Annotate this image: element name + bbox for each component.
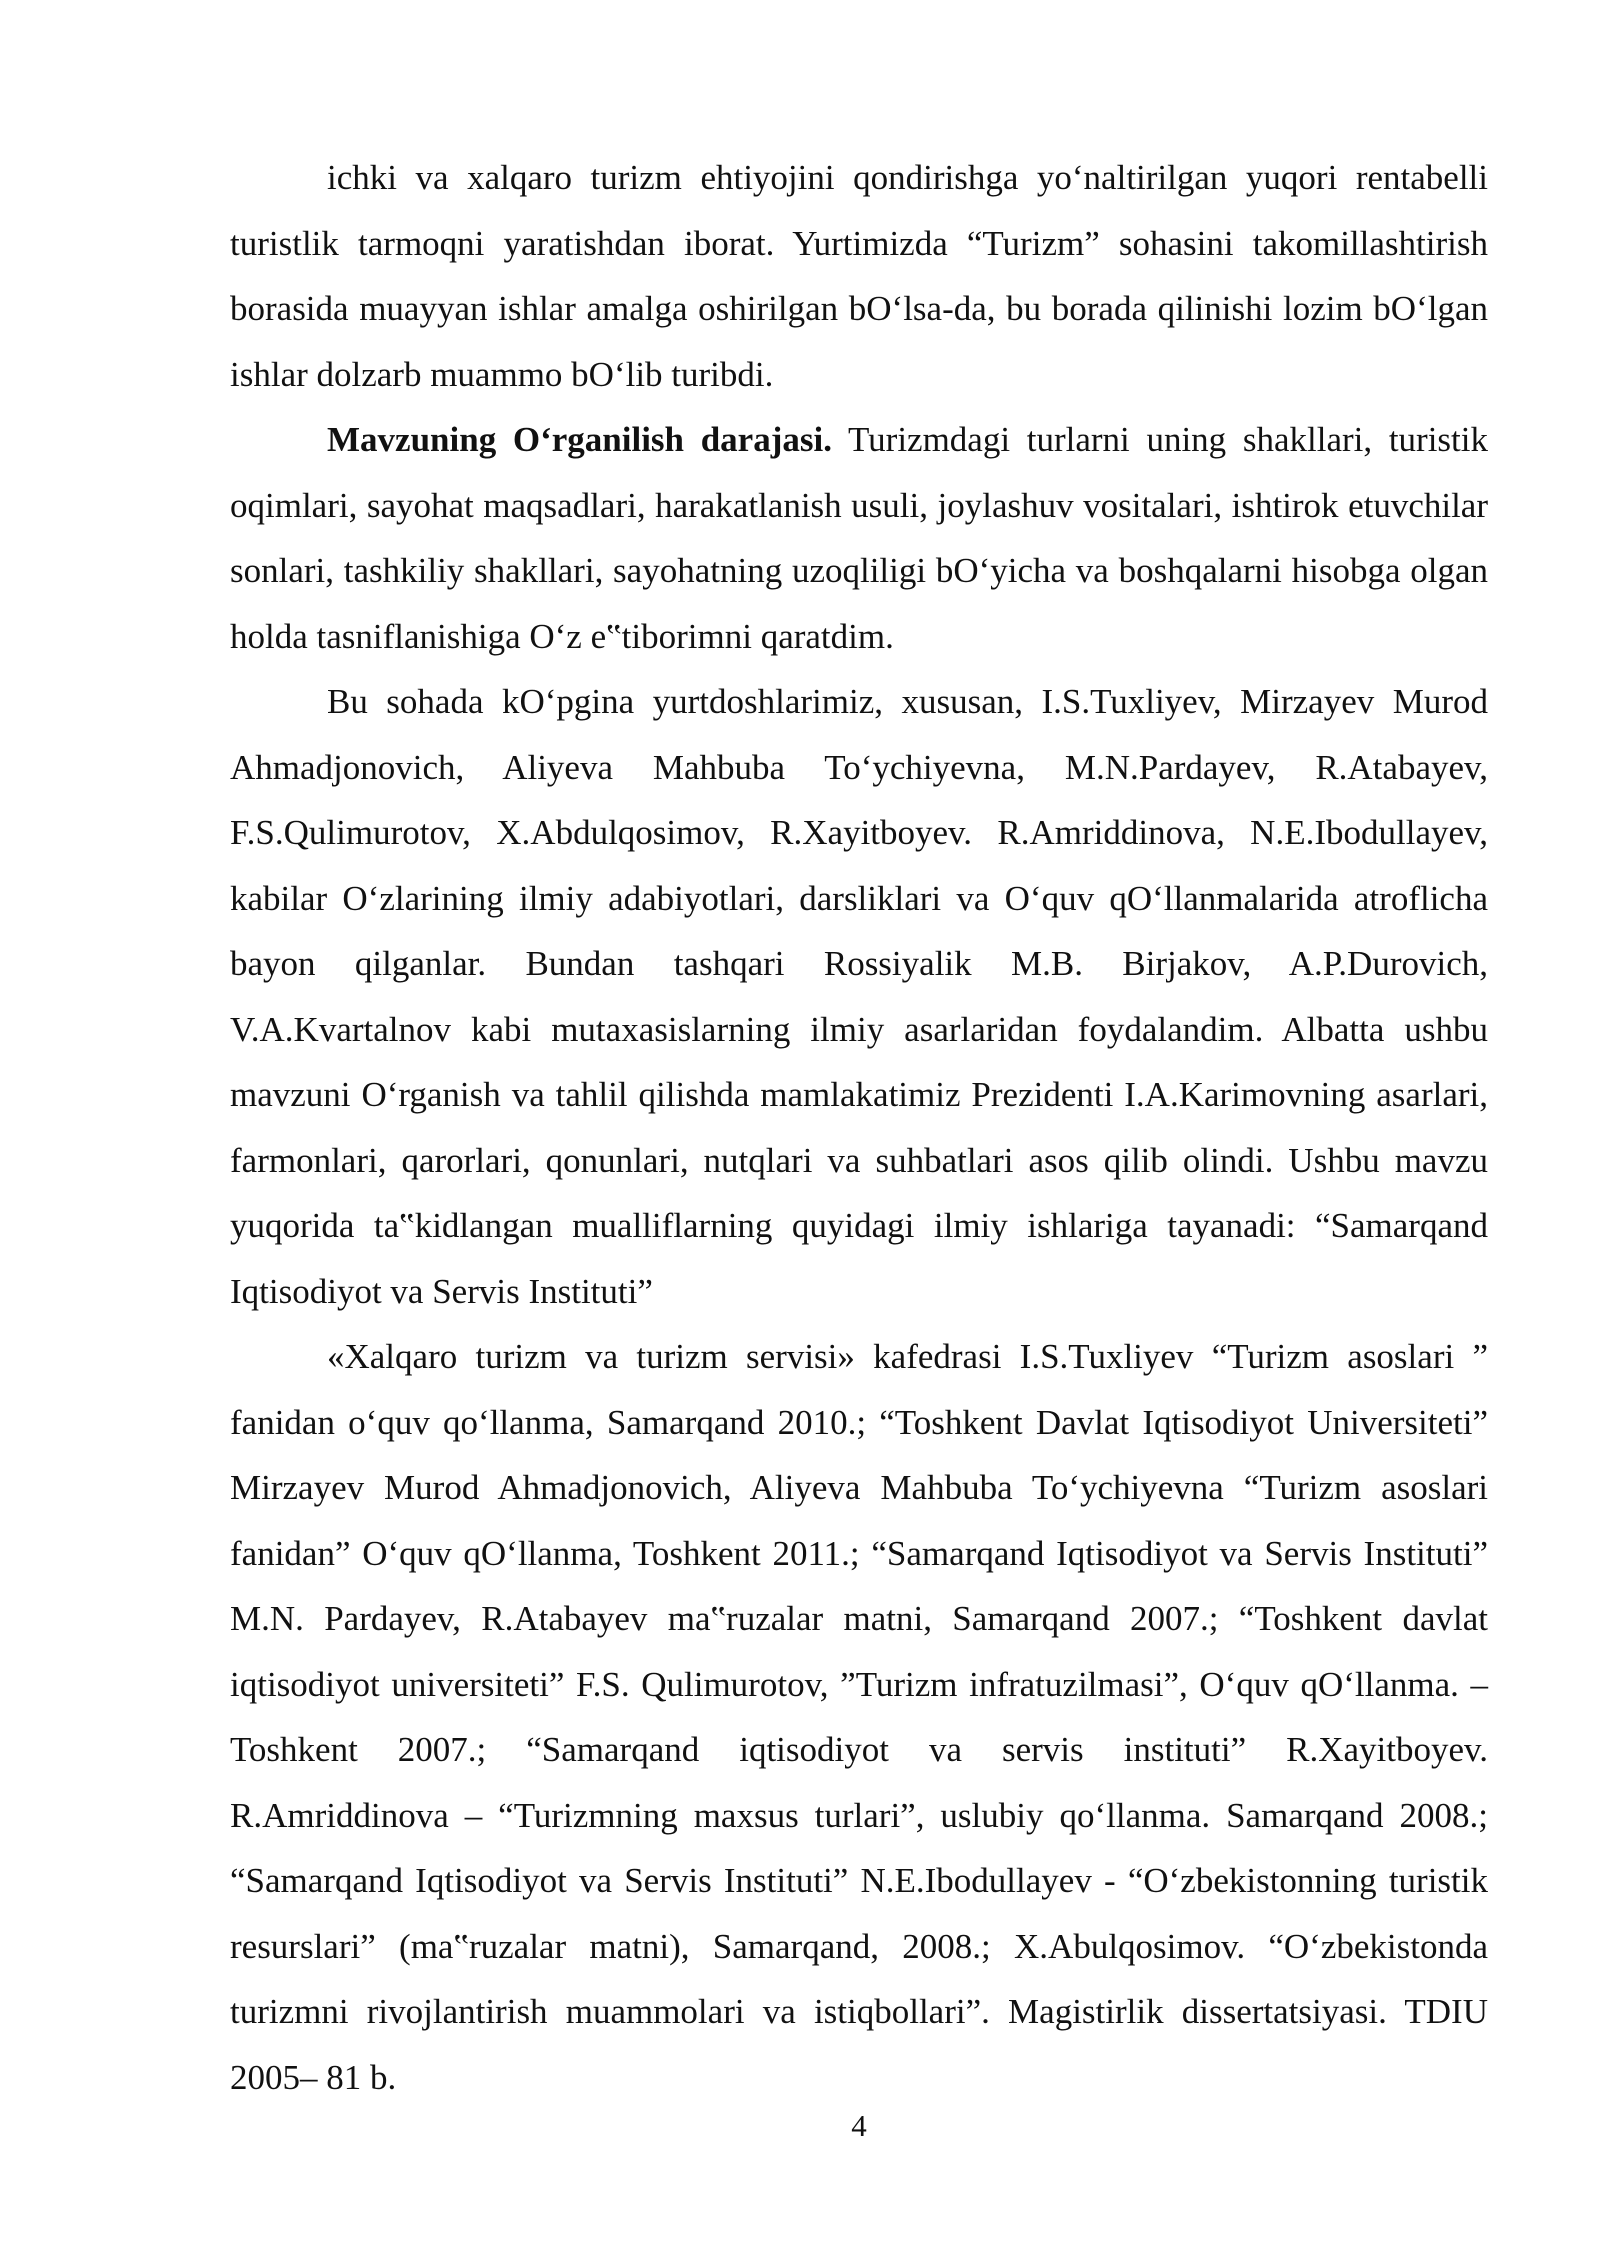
paragraph-text: Bu sohada kO‘pgina yurtdoshlarimiz, xususan, I.S.Tuxliyev, Mirzayev Murod Ahmadjonovich, Aliyeva Mahbuba To‘ychiyevna, M.N.Pardayev, R.Atabayev, F.S.Qulimurotov, X.Abdulqosimov, R.Xayitboyev. R.Amriddinova, N.E.Ibodullayev, kabilar O‘zlarining ilmiy adabiyotlari, darsliklari va O‘quv qO‘llanmalarida atroflicha bayon qilganlar. Bundan tashqari Rossiyalik M.B. Birjakov, A.P.Durovich, V.A.Kvartalnov kabi mutaxasislarning ilmiy asarlaridan foydalandim. Albatta ushbu mavzuni O‘rganish va tahlil qilishda mamlakatimiz Prezidenti I.A.Karimovning asarlari, farmonlari, qarorlari, qonunlari, nutqlari va suhbatlari asos qilib olindi. Ushbu mavzu yuqorida ta‟kidlangan mualliflarning quyidagi ilmiy ishlariga tayanadi: “Samarqand Iqtisodiyot va Servis Instituti”	[230, 682, 1488, 1311]
paragraph-study-level	[230, 407, 1488, 669]
paragraph-authors	[230, 669, 1488, 1324]
paragraph-references	[230, 1324, 1488, 2110]
paragraph-rentability	[230, 145, 1488, 407]
document-page-body	[230, 145, 1488, 2110]
paragraph-text: ichki va xalqaro turizm ehtiyojini qondirishga yo‘naltirilgan yuqori rentabelli turistlik tarmoqni yaratishdan iborat. Yurtimizda “Turizm” sohasini takomillashtirish borasida muayyan ishlar amalga oshirilgan bO‘lsa-da, bu borada qilinishi lozim bO‘lgan ishlar dolzarb muammo bO‘lib turibdi.	[230, 158, 1488, 394]
section-heading-study-level: Mavzuning O‘rganilish darajasi.	[327, 420, 832, 459]
paragraph-text: Turizmdagi turlarni uning shakllari, turistik oqimlari, sayohat maqsadlari, harakatlanish usuli, joylashuv vositalari, ishtirok etuvchilar sonlari, tashkiliy shakllari, sayohatning uzoqliligi bO‘yicha va boshqalarni hisobga olgan holda tasniflanishiga O‘z e‟tiborimni qaratdim.	[230, 420, 1488, 656]
paragraph-text: «Xalqaro turizm va turizm servisi» kafedrasi I.S.Tuxliyev “Turizm asoslari ” fanidan o‘quv qo‘llanma, Samarqand 2010.; “Toshkent Davlat Iqtisodiyot Universiteti” Mirzayev Murod Ahmadjonovich, Aliyeva Mahbuba To‘ychiyevna “Turizm asoslari fanidan” O‘quv qO‘llanma, Toshkent 2011.; “Samarqand Iqtisodiyot va Servis Instituti” M.N. Pardayev, R.Atabayev ma‟ruzalar matni, Samarqand 2007.; “Toshkent davlat iqtisodiyot universiteti” F.S. Qulimurotov, ”Turizm infratuzilmasi”, O‘quv qO‘llanma. –Toshkent 2007.; “Samarqand iqtisodiyot va servis instituti” R.Xayitboyev. R.Amriddinova – “Turizmning maxsus turlari”, uslubiy qo‘llanma. Samarqand 2008.; “Samarqand Iqtisodiyot va Servis Instituti” N.E.Ibodullayev - “O‘zbekistonning turistik resurslari” (ma‟ruzalar matni), Samarqand, 2008.; X.Abulqosimov. “O‘zbekistonda turizmni rivojlantirish muammolari va istiqbollari”. Magistirlik dissertatsiyasi. TDIU 2005– 81 b.	[230, 1337, 1488, 2097]
page-number: 4	[851, 2108, 867, 2143]
